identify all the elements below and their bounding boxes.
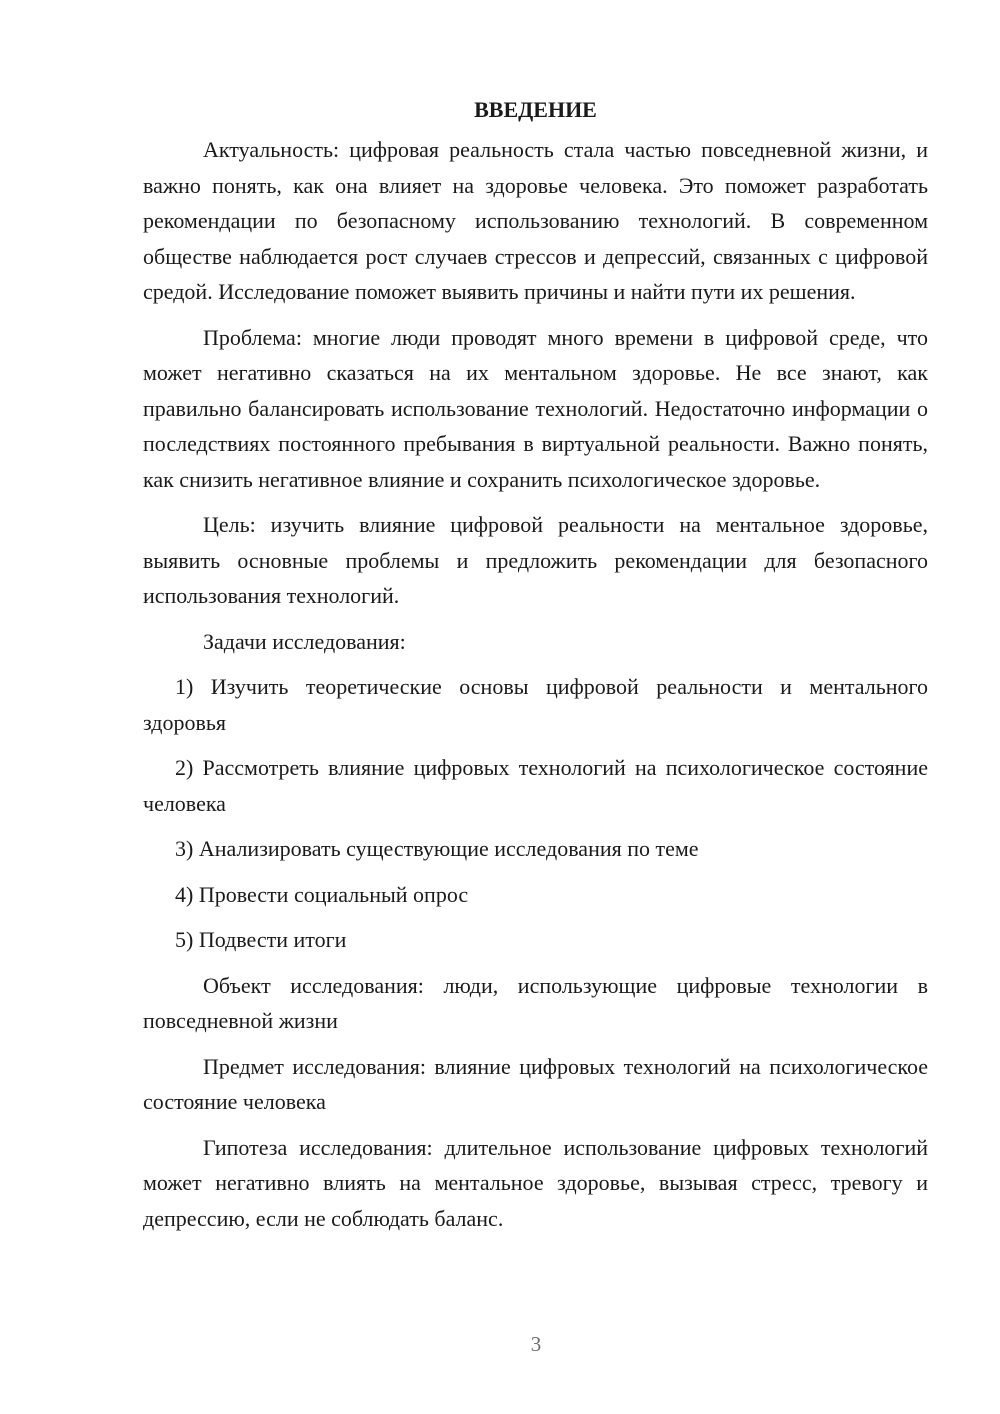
paragraph-problem: Проблема: многие люди проводят много времени в цифровой среде, что может негативно сказаться на их ментальном здоровье. Не все знают, как правильно балансировать использование технологий. Недостаточно информации о последствиях постоянного пребывания в виртуальной реальности. Важно понять, как снизить негативное влияние и сохранить психологическое здоровье. (143, 324, 928, 492)
list-item: 4) Провести социальный опрос (175, 881, 469, 907)
paragraph-hypothesis: Гипотеза исследования: длительное использование цифровых технологий может негативно влиять на ментальное здоровье, вызывая стресс, тревогу и депрессию, если не соблюдать баланс. (143, 1134, 928, 1231)
list-item: 5) Подвести итоги (175, 927, 347, 952)
list-item: 2) Рассмотреть влияние цифровых технологий на психологическое состояние человека (143, 755, 928, 816)
paragraph-subject: Предмет исследования: влияние цифровых технологий на психологическое состояние человека (143, 1053, 928, 1114)
tasks-heading: Задачи исследования: (203, 628, 406, 654)
document-page (143, 92, 928, 1246)
section-title: ВВЕДЕНИЕ (474, 97, 597, 122)
page-number: 3 (530, 1332, 542, 1356)
list-item: 1) Изучить теоретические основы цифровой реальности и ментального здоровья (143, 674, 928, 735)
paragraph-goal: Цель: изучить влияние цифровой реальности на ментальное здоровье, выявить основные проблемы и предложить рекомендации для безопасного использования технологий. (143, 512, 928, 608)
list-item: 3) Анализировать существующие исследования по теме (175, 836, 699, 861)
paragraph-relevance: Актуальность: цифровая реальность стала частью повседневной жизни, и важно понять, как она влияет на здоровье человека. Это поможет разработать рекомендации по безопасному использованию технологий. В современном обществе наблюдается рост случаев стрессов и депрессий, связанных с цифровой средой. Исследование поможет выявить причины и найти пути их решения. (143, 137, 928, 304)
paragraph-object: Объект исследования: люди, использующие цифровые технологии в повседневной жизни (143, 972, 928, 1033)
